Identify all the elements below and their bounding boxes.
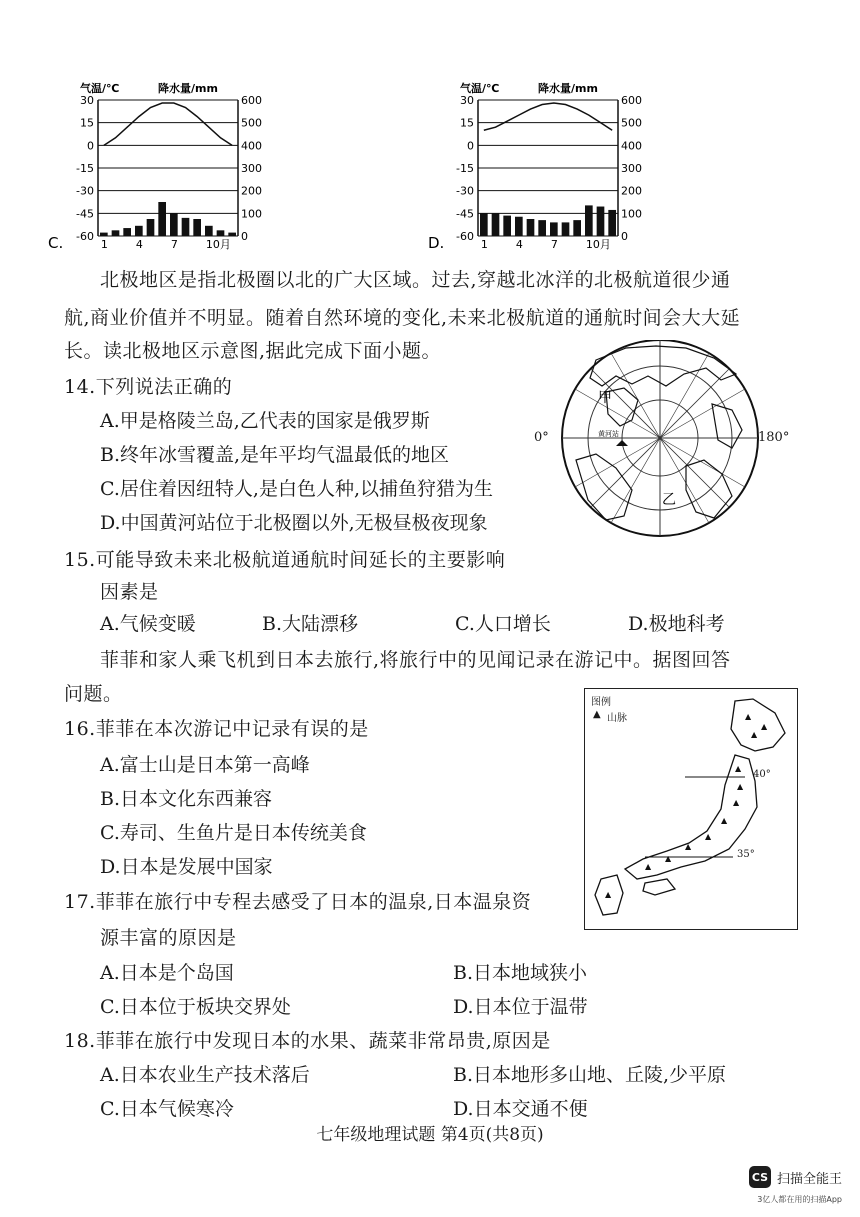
- precip-bar: [217, 230, 225, 236]
- svg-text:▲: ▲: [645, 862, 652, 871]
- temp-tick-label: -60: [76, 230, 94, 243]
- precip-tick-label: 100: [241, 207, 262, 221]
- q15-stem-line1: 15.可能导致未来北极航道通航时间延长的主要影响: [64, 549, 506, 571]
- temp-tick-label: -45: [76, 207, 94, 221]
- q14-option-b[interactable]: B.终年冰雪覆盖,是年平均气温最低的地区: [100, 444, 450, 466]
- temperature-line: [104, 103, 232, 145]
- q16-option-d[interactable]: D.日本是发展中国家: [100, 856, 273, 878]
- precip-tick-label: 600: [241, 94, 262, 107]
- precip-tick-label: 0: [621, 230, 628, 243]
- temp-tick-label: 0: [467, 139, 474, 153]
- precip-tick-label: 300: [621, 162, 642, 175]
- svg-text:▲: ▲: [737, 782, 744, 791]
- scanner-name: 扫描全能王: [776, 1171, 842, 1187]
- precip-bar: [608, 210, 616, 236]
- precip-bar: [112, 230, 120, 236]
- q18-option-d[interactable]: D.日本交通不便: [453, 1098, 588, 1120]
- svg-text:▲: ▲: [665, 854, 672, 863]
- q16-option-b[interactable]: B.日本文化东西兼容: [100, 788, 273, 810]
- japan-map: [584, 688, 798, 930]
- precip-bar: [573, 220, 581, 236]
- precip-bar: [158, 202, 166, 236]
- precip-bar: [100, 233, 108, 236]
- arctic-label-jia: 甲: [598, 390, 612, 406]
- precip-tick-label: 300: [241, 162, 262, 175]
- arctic-label-yi: 乙: [662, 492, 676, 508]
- month-tick-label: 1: [100, 238, 108, 251]
- climate-chart-c-svg: [40, 78, 280, 256]
- precip-tick-label: 500: [241, 116, 262, 130]
- precip-bar: [503, 216, 511, 236]
- q14-option-a[interactable]: A.甲是格陵兰岛,乙代表的国家是俄罗斯: [100, 410, 430, 432]
- month-tick-label: 4: [135, 238, 143, 251]
- temp-tick-label: 15: [460, 116, 474, 130]
- month-tick-label: 7: [170, 238, 178, 251]
- japan-legend-item: 山脉: [607, 713, 627, 724]
- q15-option-d[interactable]: D.极地科考: [628, 613, 725, 635]
- precip-bar: [492, 213, 500, 236]
- svg-text:▲: ▲: [721, 816, 728, 825]
- q15-option-a[interactable]: A.气候变暖: [100, 613, 196, 635]
- q17-option-b[interactable]: B.日本地域狭小: [453, 962, 588, 984]
- q17-option-c[interactable]: C.日本位于板块交界处: [100, 996, 291, 1018]
- q18-stem: 18.菲菲在旅行中发现日本的水果、蔬菜非常昂贵,原因是: [64, 1030, 551, 1052]
- q14-stem: 14.下列说法正确的: [64, 376, 233, 398]
- q17-stem-line2: 源丰富的原因是: [100, 927, 237, 949]
- precip-tick-label: 0: [241, 230, 248, 243]
- q17-option-d[interactable]: D.日本位于温带: [453, 996, 588, 1018]
- q18-option-c[interactable]: C.日本气候寒冷: [100, 1098, 234, 1120]
- precip-tick-label: 600: [621, 94, 642, 107]
- precip-bar: [135, 226, 143, 236]
- climate-chart-d-svg: [420, 78, 660, 256]
- svg-text:▲: ▲: [735, 764, 742, 773]
- precip-tick-label: 400: [241, 139, 262, 153]
- precip-tick-label: 200: [241, 184, 262, 198]
- precip-bar: [228, 233, 236, 236]
- japan-legend-title: 图例: [591, 697, 611, 708]
- q16-stem: 16.菲菲在本次游记中记录有误的是: [64, 718, 369, 740]
- precip-bar: [193, 219, 201, 236]
- temperature-line: [484, 103, 612, 130]
- precip-bar: [123, 228, 131, 236]
- q18-option-a[interactable]: A.日本农业生产技术落后: [100, 1064, 310, 1086]
- temp-tick-label: 15: [80, 116, 94, 130]
- precip-bar: [527, 219, 535, 236]
- precip-bar: [480, 213, 488, 236]
- japan-lat-40: 40°: [753, 769, 771, 780]
- precip-bar: [597, 207, 605, 236]
- q15-option-c[interactable]: C.人口增长: [455, 613, 551, 635]
- svg-text:▲: ▲: [751, 730, 758, 739]
- precip-axis-title: 降水量/mm: [538, 82, 598, 95]
- temp-axis-title: 气温/℃: [460, 82, 500, 95]
- precip-tick-label: 100: [621, 207, 642, 221]
- arctic-intro-line2: 航,商业价值并不明显。随着自然环境的变化,未来北极航道的通航时间会大大延: [64, 307, 741, 329]
- q17-stem-line1: 17.菲菲在旅行中专程去感受了日本的温泉,日本温泉资: [64, 891, 532, 913]
- japan-intro-line2: 问题。: [64, 683, 123, 705]
- japan-lat-35: 35°: [737, 849, 755, 860]
- temp-tick-label: 0: [87, 139, 94, 153]
- japan-intro-line1: 菲菲和家人乘飞机到日本去旅行,将旅行中的见闻记录在游记中。据图回答: [100, 649, 731, 671]
- scanner-tagline: 3亿人都在用的扫描App: [757, 1195, 842, 1204]
- svg-text:▲: ▲: [745, 712, 752, 721]
- precip-bar: [585, 205, 593, 236]
- month-tick-label: 4: [515, 238, 523, 251]
- mountain-legend-icon: ▲: [593, 709, 601, 720]
- temp-tick-label: -30: [456, 184, 474, 198]
- precip-tick-label: 500: [621, 116, 642, 130]
- month-tick-label: 7: [550, 238, 558, 251]
- page-footer: 七年级地理试题 第4页(共8页): [316, 1125, 544, 1145]
- q14-option-c[interactable]: C.居住着因纽特人,是白色人种,以捕鱼狩猎为生: [100, 478, 493, 500]
- climate-chart-d: [420, 78, 660, 256]
- climate-chart-c: [40, 78, 280, 256]
- temp-tick-label: 30: [80, 94, 94, 107]
- precip-bar: [515, 217, 523, 236]
- temp-tick-label: -15: [456, 162, 474, 175]
- q16-option-a[interactable]: A.富士山是日本第一高峰: [100, 754, 310, 776]
- temp-tick-label: -15: [76, 162, 94, 175]
- precip-axis-title: 降水量/mm: [158, 82, 218, 95]
- precip-tick-label: 400: [621, 139, 642, 153]
- precip-bar: [170, 213, 178, 236]
- arctic-map: [536, 340, 796, 540]
- arctic-intro-line3: 长。读北极地区示意图,据此完成下面小题。: [64, 340, 442, 362]
- scanner-logo-icon: CS: [749, 1166, 771, 1188]
- q14-option-d[interactable]: D.中国黄河站位于北极圈以外,无极昼极夜现象: [100, 512, 488, 534]
- q16-option-c[interactable]: C.寿司、生鱼片是日本传统美食: [100, 822, 367, 844]
- svg-text:▲: ▲: [733, 798, 740, 807]
- q18-option-b[interactable]: B.日本地形多山地、丘陵,少平原: [453, 1064, 727, 1086]
- japan-map-svg: [585, 689, 797, 929]
- svg-text:▲: ▲: [761, 722, 768, 731]
- arctic-label-0deg: 0°: [534, 430, 549, 445]
- temp-tick-label: 30: [460, 94, 474, 107]
- q15-option-b[interactable]: B.大陆漂移: [262, 613, 359, 635]
- temp-tick-label: -45: [456, 207, 474, 221]
- precip-bar: [147, 219, 155, 236]
- precip-bar: [562, 222, 570, 236]
- precip-tick-label: 200: [621, 184, 642, 198]
- temp-tick-label: -60: [456, 230, 474, 243]
- svg-text:▲: ▲: [685, 842, 692, 851]
- temp-tick-label: -30: [76, 184, 94, 198]
- q15-stem-line2: 因素是: [100, 581, 159, 603]
- precip-bar: [550, 222, 558, 236]
- month-tick-label: 10月: [585, 238, 611, 251]
- precip-bar: [205, 226, 213, 236]
- arctic-intro-line1: 北极地区是指北极圈以北的广大区域。过去,穿越北冰洋的北极航道很少通: [100, 269, 731, 291]
- chart-c-letter: C.: [48, 234, 64, 252]
- month-tick-label: 10月: [205, 238, 231, 251]
- arctic-station-label: 黄河站: [598, 430, 619, 438]
- arctic-label-180deg: 180°: [758, 430, 790, 445]
- q17-option-a[interactable]: A.日本是个岛国: [100, 962, 234, 984]
- chart-d-letter: D.: [428, 234, 445, 252]
- month-tick-label: 1: [480, 238, 488, 251]
- arctic-map-svg: [536, 340, 796, 540]
- precip-bar: [538, 220, 546, 236]
- temp-axis-title: 气温/℃: [80, 82, 120, 95]
- svg-text:▲: ▲: [705, 832, 712, 841]
- svg-text:▲: ▲: [605, 890, 612, 899]
- precip-bar: [182, 218, 190, 236]
- scanner-watermark: [749, 1166, 842, 1188]
